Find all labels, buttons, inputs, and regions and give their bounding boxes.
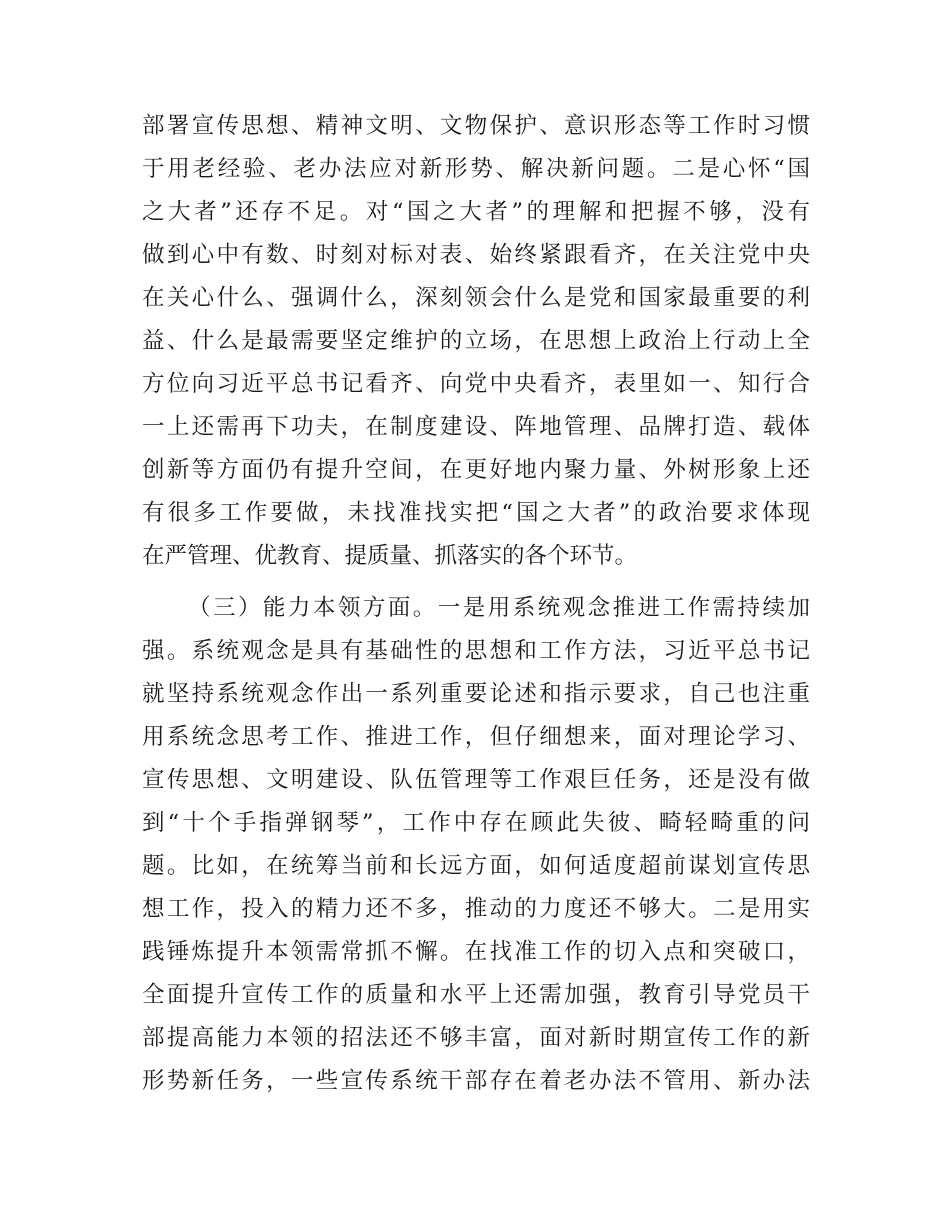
text-line-17: 到“十个手指弹钢琴”，工作中存在顾此失彼、畸轻畸重的问 [142,810,810,836]
text-line-2: 于用老经验、老办法应对新形势、解决新问题。二是心怀“国 [142,156,810,182]
text-line-5: 在关心什么、强调什么，深刻领会什么是党和国家最重要的利 [142,285,810,311]
text-line-7: 方位向习近平总书记看齐、向党中央看齐，表里如一、知行合 [142,371,810,397]
text-line-4: 做到心中有数、时刻对标对表、始终紧跟看齐，在关注党中央 [142,242,810,268]
text-line-22: 部提高能力本领的招法还不够丰富，面对新时期宣传工作的新 [142,1025,810,1051]
section-heading-line: （三）能力本领方面。一是用系统观念推进工作需持续加 [188,595,810,621]
text-line-18: 题。比如，在统筹当前和长远方面，如何适度超前谋划宣传思 [142,853,810,879]
text-line-21: 全面提升宣传工作的质量和水平上还需加强，教育引导党员干 [142,982,810,1008]
text-line-20: 践锤炼提升本领需常抓不懈。在找准工作的切入点和突破口， [142,939,810,965]
text-line-9: 创新等方面仍有提升空间，在更好地内聚力量、外树形象上还 [142,457,810,483]
text-line-16: 宣传思想、文明建设、队伍管理等工作艰巨任务，还是没有做 [142,767,810,793]
text-line-8: 一上还需再下功夫，在制度建设、阵地管理、品牌打造、载体 [142,414,810,440]
text-line-10: 有很多工作要做，未找准找实把“国之大者”的政治要求体现 [142,500,810,526]
text-line-14: 就坚持系统观念作出一系列重要论述和指示要求，自己也注重 [142,681,810,707]
text-line-19: 想工作，投入的精力还不多，推动的力度还不够大。二是用实 [142,896,810,922]
text-line-15: 用系统念思考工作、推进工作，但仔细想来，面对理论学习、 [142,724,810,750]
text-line-11: 在严管理、优教育、提质量、抓落实的各个环节。 [142,543,638,569]
text-line-13: 强。系统观念是具有基础性的思想和工作方法，习近平总书记 [142,638,810,664]
text-line-3: 之大者”还存不足。对“国之大者”的理解和把握不够，没有 [142,199,810,225]
text-line-1: 部署宣传思想、精神文明、文物保护、意识形态等工作时习惯 [142,113,810,139]
text-line-23: 形势新任务，一些宣传系统干部存在着老办法不管用、新办法 [142,1068,810,1094]
text-line-6: 益、什么是最需要坚定维护的立场，在思想上政治上行动上全 [142,328,810,354]
